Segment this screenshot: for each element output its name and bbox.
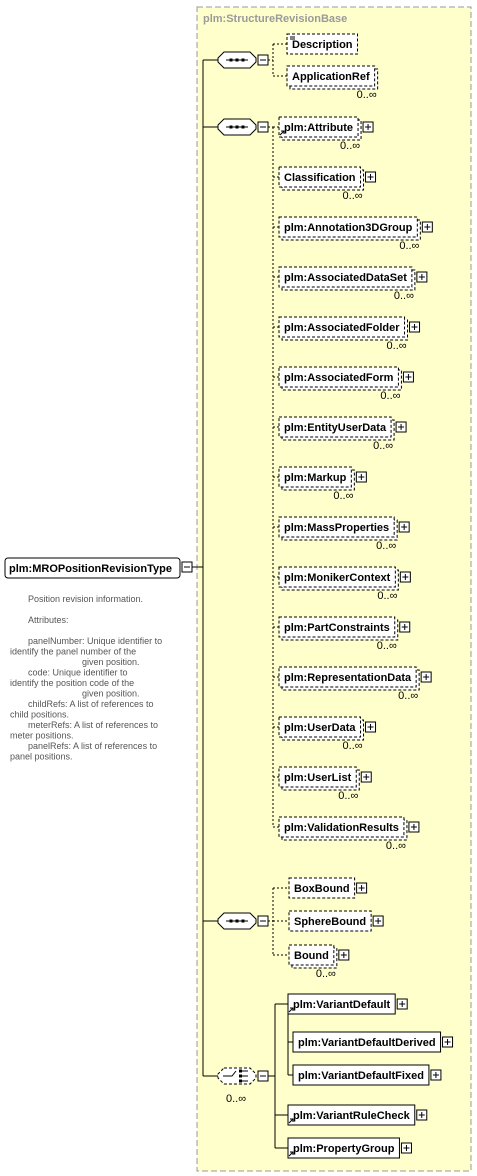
expand-icon[interactable] — [443, 1037, 453, 1047]
expand-icon[interactable] — [421, 672, 431, 682]
element-label: plm:VariantDefault — [293, 999, 391, 1011]
expand-icon[interactable] — [422, 222, 432, 232]
expand-icon[interactable] — [373, 916, 383, 926]
documentation-line: given position. — [82, 657, 140, 667]
expand-icon[interactable] — [356, 472, 366, 482]
collapse-icon[interactable] — [258, 55, 268, 65]
collapse-icon[interactable] — [258, 1071, 268, 1081]
multiplicity: 0..∞ — [393, 290, 414, 302]
expand-icon[interactable] — [409, 822, 419, 832]
multiplicity: 0..∞ — [385, 840, 406, 852]
expand-icon[interactable] — [400, 572, 410, 582]
element-variantrulecheck[interactable] — [288, 1105, 427, 1125]
multiplicity: 0..∞ — [376, 640, 397, 652]
multiplicity: 0..∞ — [356, 89, 377, 101]
multiplicity: 0..∞ — [398, 690, 419, 702]
element-label: plm:Attribute — [284, 122, 354, 134]
collapse-icon[interactable] — [258, 916, 268, 926]
root-element[interactable] — [5, 558, 192, 578]
documentation-line: panel positions. — [10, 751, 73, 762]
element-label: plm:AssociatedFolder — [284, 322, 400, 334]
element-variantdefault[interactable] — [288, 994, 407, 1014]
element-variantdefaultfixed[interactable] — [293, 1065, 441, 1085]
documentation-line: Position revision information. — [28, 594, 144, 604]
element-label: plm:VariantDefaultDerived — [298, 1037, 436, 1049]
element-label: Classification — [284, 172, 356, 184]
multiplicity: 0..∞ — [315, 968, 336, 980]
multiplicity: 0..∞ — [386, 340, 407, 352]
documentation-line: given position. — [82, 688, 140, 699]
documentation-line: Attributes: — [28, 615, 69, 625]
element-label: plm:ValidationResults — [284, 822, 399, 834]
element-label: plm:MassProperties — [284, 522, 390, 534]
element-label: plm:VariantDefaultFixed — [298, 1070, 424, 1082]
documentation-line: identify the position code of the — [10, 678, 135, 688]
element-label: plm:EntityUserData — [284, 422, 387, 434]
element-label: plm:UserData — [284, 722, 356, 734]
multiplicity: 0..∞ — [333, 490, 354, 502]
multiplicity: 0..∞ — [338, 790, 359, 802]
choice-multiplicity: 0..∞ — [226, 1093, 247, 1105]
expand-icon[interactable] — [417, 1110, 427, 1120]
collapse-icon[interactable] — [258, 122, 268, 132]
element-label: plm:Annotation3DGroup — [284, 222, 413, 234]
expand-icon[interactable] — [357, 883, 367, 893]
element-label: Bound — [294, 950, 329, 962]
element-label: Description — [292, 39, 353, 51]
element-label: plm:AssociatedForm — [284, 372, 394, 384]
documentation-line: child positions. — [10, 709, 70, 720]
base-type-label: plm:StructureRevisionBase — [203, 13, 348, 25]
documentation-line: code: Unique identifier to — [28, 667, 128, 678]
element-variantdefaultderived[interactable] — [293, 1032, 453, 1052]
expand-icon[interactable] — [366, 172, 376, 182]
element-label: ApplicationRef — [292, 71, 370, 83]
expand-icon[interactable] — [431, 1070, 441, 1080]
multiplicity: 0..∞ — [376, 540, 397, 552]
documentation-line: panelRefs: A list of references to — [28, 741, 158, 751]
documentation — [10, 594, 162, 762]
expand-icon[interactable] — [397, 999, 407, 1009]
element-label: plm:AssociatedDataSet — [284, 272, 407, 284]
element-label: plm:MonikerContext — [284, 572, 391, 584]
expand-icon[interactable] — [410, 322, 420, 332]
multiplicity: 0..∞ — [340, 140, 361, 152]
expand-icon[interactable] — [339, 950, 349, 960]
element-label: SphereBound — [294, 916, 367, 928]
expand-icon[interactable] — [401, 1143, 411, 1153]
element-label: plm:RepresentationData — [284, 672, 412, 684]
root-element-label: plm:MROPositionRevisionType — [9, 563, 172, 575]
multiplicity: 0..∞ — [342, 740, 363, 752]
element-label: plm:PartConstraints — [284, 622, 390, 634]
expand-icon[interactable] — [396, 422, 406, 432]
element-propertygroup[interactable] — [288, 1138, 411, 1158]
expand-icon[interactable] — [361, 772, 371, 782]
multiplicity: 0..∞ — [377, 590, 398, 602]
expand-icon[interactable] — [417, 272, 427, 282]
multiplicity: 0..∞ — [380, 390, 401, 402]
documentation-line: identify the panel number of the — [10, 646, 137, 657]
element-label: plm:UserList — [284, 772, 352, 784]
multiplicity: 0..∞ — [373, 440, 394, 452]
documentation-line: childRefs: A list of references to — [28, 699, 154, 709]
documentation-line: meterRefs: A list of references to — [28, 720, 159, 730]
expand-icon[interactable] — [399, 522, 409, 532]
element-label: plm:PropertyGroup — [293, 1143, 395, 1155]
element-label: BoxBound — [294, 883, 350, 895]
root-collapse-icon[interactable] — [182, 562, 192, 572]
multiplicity: 0..∞ — [342, 190, 363, 202]
expand-icon[interactable] — [366, 722, 376, 732]
expand-icon[interactable] — [400, 622, 410, 632]
expand-icon[interactable] — [363, 122, 373, 132]
multiplicity: 0..∞ — [399, 240, 420, 252]
expand-icon[interactable] — [403, 372, 413, 382]
documentation-line: meter positions. — [10, 730, 74, 741]
element-label: plm:VariantRuleCheck — [293, 1110, 410, 1122]
element-description[interactable] — [287, 34, 358, 54]
element-label: plm:Markup — [284, 472, 347, 484]
documentation-line: panelNumber: Unique identifier to — [28, 636, 163, 646]
element-spherebound[interactable] — [289, 911, 383, 931]
